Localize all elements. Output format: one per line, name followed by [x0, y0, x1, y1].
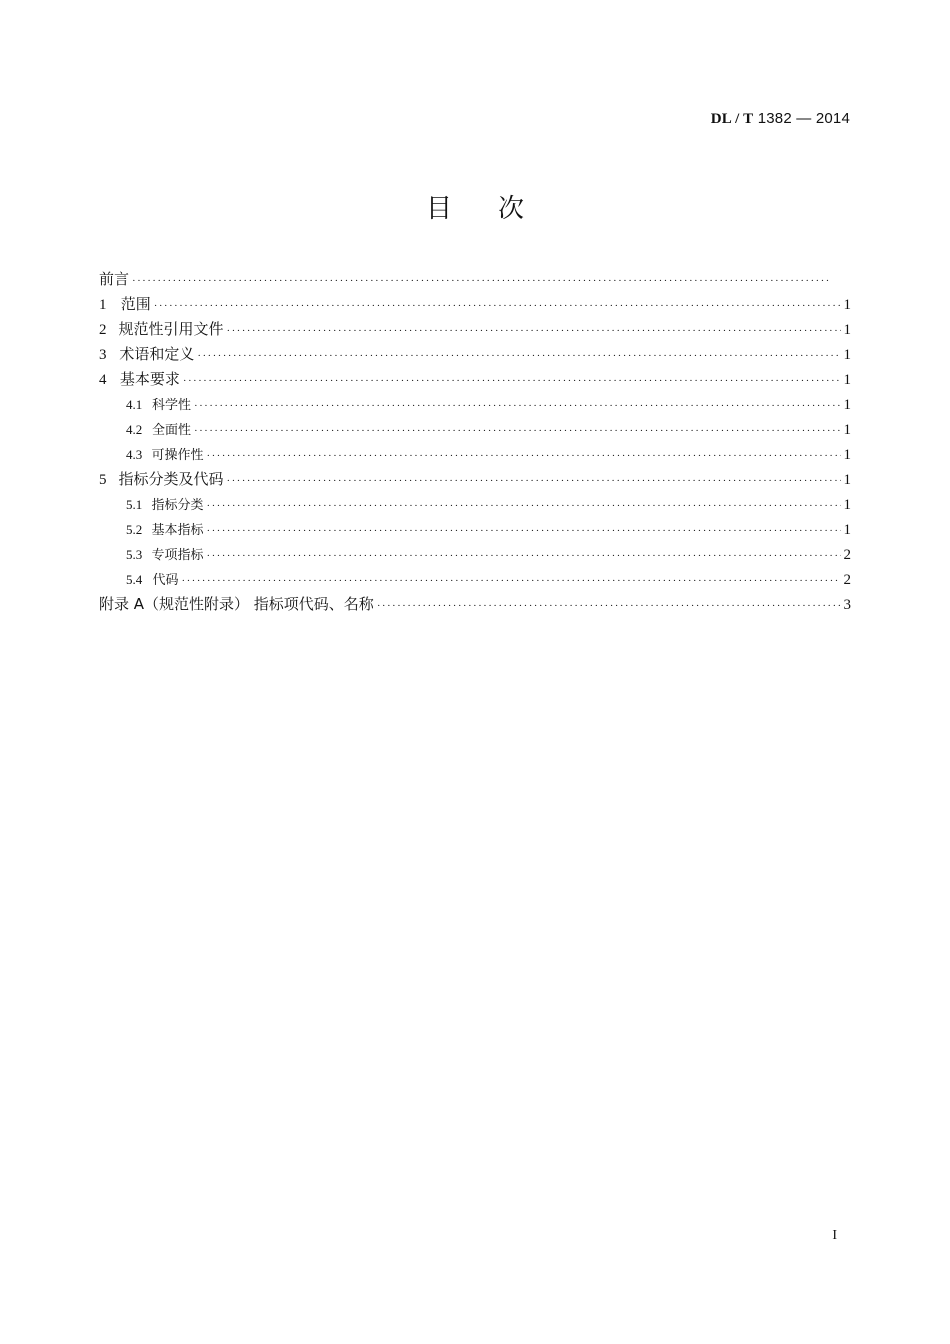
toc-entry-5-3[interactable]	[99, 542, 851, 567]
toc-entry-page: 3	[843, 597, 851, 613]
toc-entry-page: 1	[843, 372, 851, 388]
toc-entry-page: 1	[843, 347, 851, 363]
toc-entry-number: 5.4	[126, 572, 143, 587]
toc-entry-label: 代码	[152, 573, 179, 588]
dot-leader	[194, 419, 841, 444]
toc-entry-classification[interactable]	[99, 467, 851, 492]
toc-entry-page: 1	[843, 472, 851, 488]
toc-entry-number: 5.3	[126, 547, 143, 562]
dot-leader	[183, 369, 841, 394]
toc-entry-number: 5.2	[126, 522, 143, 537]
toc-entry-label: 前言	[99, 270, 130, 288]
toc-entry-scope[interactable]	[99, 292, 851, 317]
toc-entry-page: 1	[843, 447, 851, 463]
toc-entry-page: 1	[843, 322, 851, 338]
dot-leader	[207, 444, 841, 469]
toc-entry-label: 规范性引用文件	[118, 320, 224, 338]
dot-leader	[154, 294, 841, 319]
toc-entry-preface[interactable]	[99, 267, 851, 292]
toc-entry-label: 全面性	[152, 423, 192, 438]
toc-entry-appendix-a[interactable]	[99, 592, 851, 617]
dot-leader	[207, 519, 841, 544]
toc-entry-label: 基本要求	[119, 370, 180, 388]
table-of-contents	[99, 267, 851, 617]
toc-entry-label: 指标分类	[151, 498, 204, 513]
toc-entry-5-2[interactable]	[99, 517, 851, 542]
dot-leader	[207, 544, 841, 569]
toc-entry-page: 1	[843, 422, 851, 438]
dot-leader	[227, 319, 842, 344]
dot-leader	[377, 594, 841, 619]
toc-entry-5-1[interactable]	[99, 492, 851, 517]
toc-entry-page: 2	[843, 572, 851, 588]
toc-entry-page: 1	[843, 497, 851, 513]
toc-entry-label: 附录 A（规范性附录） 指标项代码、名称	[99, 595, 374, 613]
standard-code	[711, 110, 850, 128]
toc-entry-terms[interactable]	[99, 342, 851, 367]
toc-entry-number: 5	[99, 472, 107, 488]
page-number: I	[832, 1228, 837, 1243]
dot-leader	[197, 344, 841, 369]
toc-entry-label: 可操作性	[151, 448, 204, 463]
toc-entry-label: 科学性	[152, 398, 192, 413]
toc-entry-page: 1	[843, 522, 851, 538]
toc-entry-number: 2	[99, 322, 107, 338]
toc-entry-4-2[interactable]	[99, 417, 851, 442]
toc-entry-label: 范围	[120, 295, 151, 313]
toc-entry-normative-references[interactable]	[99, 317, 851, 342]
toc-entry-label: 基本指标	[151, 523, 204, 538]
standard-number: 1382 — 2014	[757, 110, 850, 127]
dot-leader	[194, 394, 841, 419]
page-title	[0, 188, 950, 225]
toc-entry-label: 指标分类及代码	[118, 470, 224, 488]
toc-entry-page: 1	[843, 397, 851, 413]
toc-entry-number: 1	[99, 297, 107, 313]
toc-entry-number: 4.1	[126, 397, 143, 412]
dot-leader	[132, 269, 829, 294]
toc-entry-number: 4.3	[126, 447, 143, 462]
toc-entry-page: 2	[843, 547, 851, 563]
toc-entry-number: 5.1	[126, 497, 143, 512]
toc-entry-number: 4	[99, 372, 107, 388]
toc-entry-4-3[interactable]	[99, 442, 851, 467]
toc-entry-basic-requirements[interactable]	[99, 367, 851, 392]
dot-leader	[207, 494, 841, 519]
toc-entry-number: 4.2	[126, 422, 143, 437]
toc-entry-label: 术语和定义	[119, 345, 195, 363]
title-char-2: 次	[498, 194, 525, 224]
toc-entry-4-1[interactable]	[99, 392, 851, 417]
toc-entry-number: 3	[99, 347, 107, 363]
toc-entry-5-4[interactable]	[99, 567, 851, 592]
standard-prefix: DL / T	[710, 111, 754, 127]
toc-entry-page: 1	[843, 297, 851, 313]
title-char-1: 目	[425, 194, 452, 224]
toc-entry-label: 专项指标	[151, 548, 204, 563]
dot-leader	[182, 569, 841, 594]
dot-leader	[227, 469, 842, 494]
